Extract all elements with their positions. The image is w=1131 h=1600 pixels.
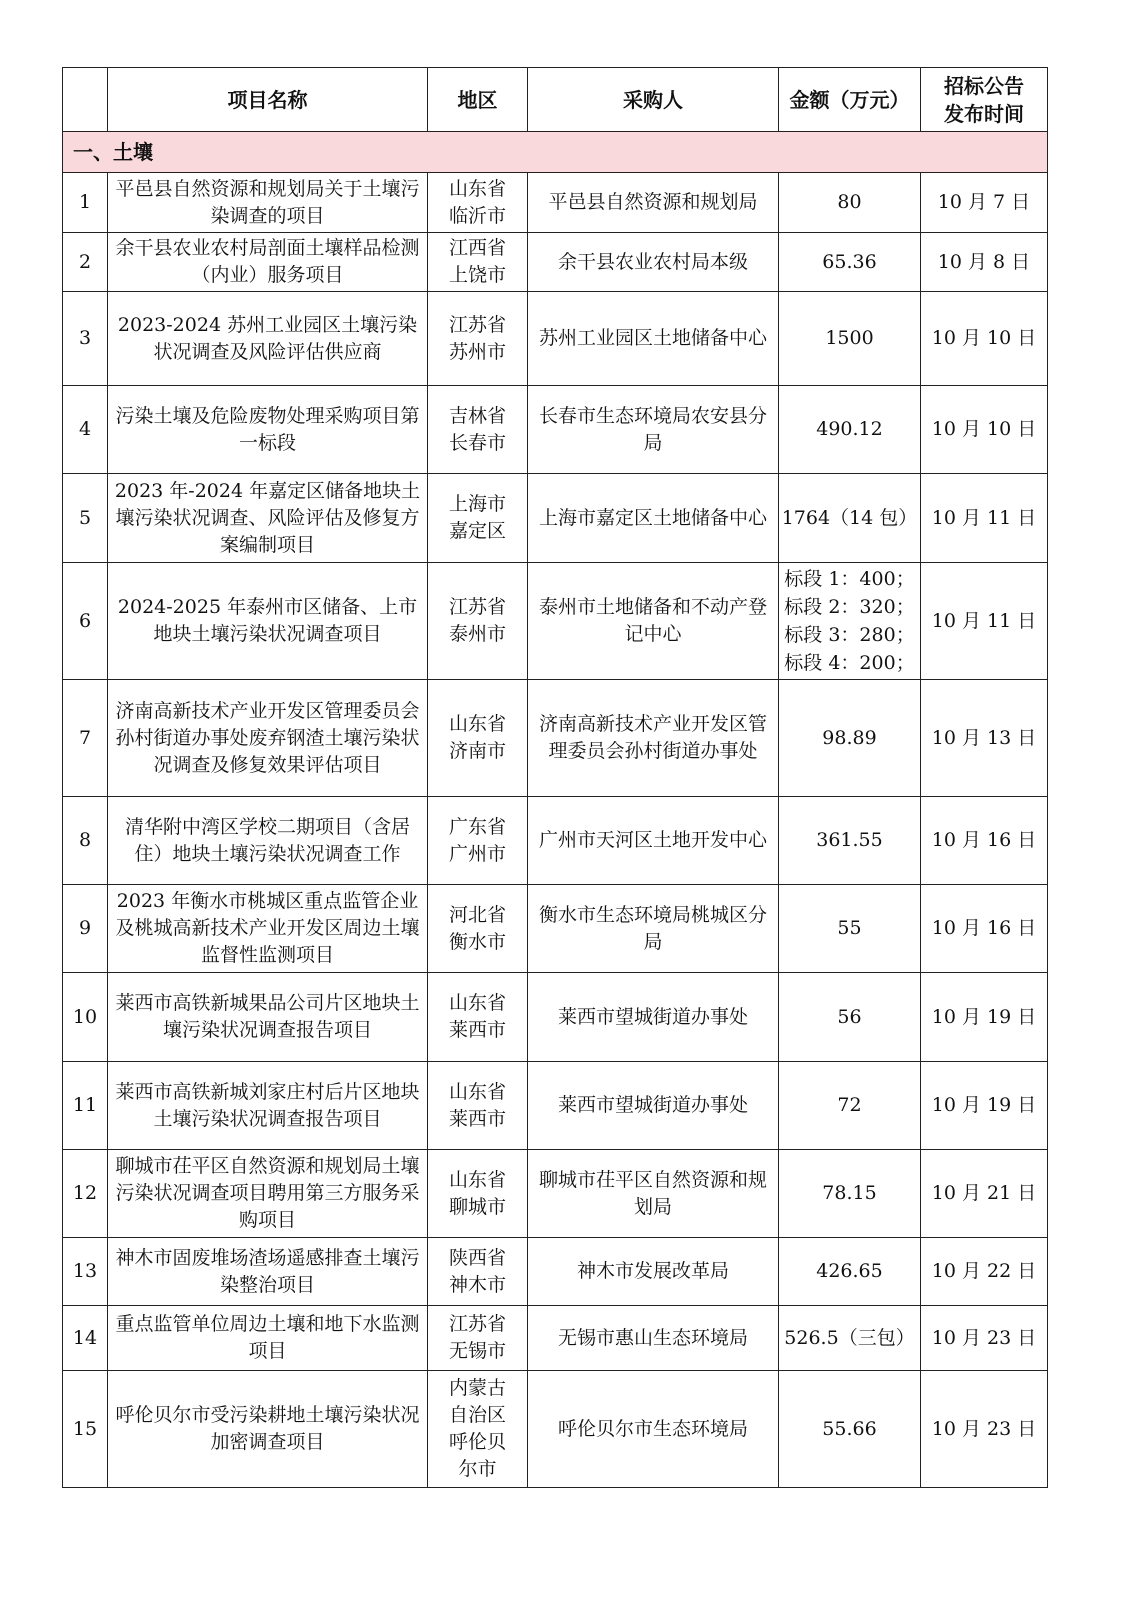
project-name: 余干县农业农村局剖面土壤样品检测（内业）服务项目 [108,233,428,292]
region: 山东省莱西市 [428,1062,528,1150]
publish-date: 10 月 19 日 [921,1062,1048,1150]
row-number: 13 [63,1238,108,1306]
publish-date: 10 月 11 日 [921,474,1048,563]
project-name: 呼伦贝尔市受污染耕地土壤污染状况加密调查项目 [108,1371,428,1488]
project-name: 神木市固废堆场渣场遥感排查土壤污染整治项目 [108,1238,428,1306]
publish-date: 10 月 22 日 [921,1238,1048,1306]
project-name: 2023-2024 苏州工业园区土壤污染状况调查及风险评估供应商 [108,292,428,386]
amount: 78.15 [779,1150,921,1238]
amount: 1500 [779,292,921,386]
buyer: 无锡市惠山生态环境局 [528,1306,779,1371]
row-number: 14 [63,1306,108,1371]
project-name: 平邑县自然资源和规划局关于土壤污染调查的项目 [108,173,428,233]
region: 江苏省无锡市 [428,1306,528,1371]
project-name: 清华附中湾区学校二期项目（含居住）地块土壤污染状况调查工作 [108,797,428,885]
amount: 标段 1：400； 标段 2：320； 标段 3：280； 标段 4：200； [779,563,921,680]
buyer: 苏州工业园区土地储备中心 [528,292,779,386]
amount: 490.12 [779,386,921,474]
table-row [63,1306,1048,1371]
project-name: 聊城市茌平区自然资源和规划局土壤污染状况调查项目聘用第三方服务采购项目 [108,1150,428,1238]
buyer: 上海市嘉定区土地储备中心 [528,474,779,563]
project-name: 莱西市高铁新城刘家庄村后片区地块土壤污染状况调查报告项目 [108,1062,428,1150]
row-number: 7 [63,680,108,797]
buyer: 聊城市茌平区自然资源和规划局 [528,1150,779,1238]
region: 山东省济南市 [428,680,528,797]
publish-date: 10 月 10 日 [921,386,1048,474]
buyer: 广州市天河区土地开发中心 [528,797,779,885]
buyer: 神木市发展改革局 [528,1238,779,1306]
publish-date: 10 月 19 日 [921,973,1048,1062]
publish-date: 10 月 7 日 [921,173,1048,233]
table-row [63,173,1048,233]
section-title: 一、土壤 [63,132,1048,173]
amount: 56 [779,973,921,1062]
publish-date: 10 月 8 日 [921,233,1048,292]
header-region: 地区 [428,68,528,132]
project-name: 2023 年衡水市桃城区重点监管企业及桃城高新技术产业开发区周边土壤监督性监测项目 [108,885,428,973]
publish-date: 10 月 23 日 [921,1371,1048,1488]
table-row [63,292,1048,386]
table-row [63,474,1048,563]
amount: 426.65 [779,1238,921,1306]
header-date: 招标公告发布时间 [921,68,1048,132]
amount: 72 [779,1062,921,1150]
publish-date: 10 月 16 日 [921,797,1048,885]
project-name: 济南高新技术产业开发区管理委员会孙村街道办事处废弃钢渣土壤污染状况调查及修复效果评估项目 [108,680,428,797]
amount: 65.36 [779,233,921,292]
row-number: 6 [63,563,108,680]
project-name: 重点监管单位周边土壤和地下水监测项目 [108,1306,428,1371]
header-row [63,68,1048,132]
publish-date: 10 月 13 日 [921,680,1048,797]
publish-date: 10 月 23 日 [921,1306,1048,1371]
buyer: 莱西市望城街道办事处 [528,1062,779,1150]
table-row [63,386,1048,474]
tender-table [62,67,1048,1488]
row-number: 4 [63,386,108,474]
publish-date: 10 月 16 日 [921,885,1048,973]
row-number: 15 [63,1371,108,1488]
table-row [63,680,1048,797]
table-row [63,1371,1048,1488]
table-row [63,973,1048,1062]
project-name: 2024-2025 年泰州市区储备、上市地块土壤污染状况调查项目 [108,563,428,680]
buyer: 济南高新技术产业开发区管理委员会孙村街道办事处 [528,680,779,797]
region: 吉林省长春市 [428,386,528,474]
publish-date: 10 月 11 日 [921,563,1048,680]
project-name: 2023 年-2024 年嘉定区储备地块土壤污染状况调查、风险评估及修复方案编制项目 [108,474,428,563]
buyer: 长春市生态环境局农安县分局 [528,386,779,474]
buyer: 平邑县自然资源和规划局 [528,173,779,233]
amount: 526.5（三包） [779,1306,921,1371]
section-row [63,132,1048,173]
buyer: 泰州市土地储备和不动产登记中心 [528,563,779,680]
table-row [63,1062,1048,1150]
project-name: 莱西市高铁新城果品公司片区地块土壤污染状况调查报告项目 [108,973,428,1062]
region: 江西省上饶市 [428,233,528,292]
publish-date: 10 月 21 日 [921,1150,1048,1238]
region: 上海市嘉定区 [428,474,528,563]
header-no [63,68,108,132]
region: 广东省广州市 [428,797,528,885]
row-number: 11 [63,1062,108,1150]
publish-date: 10 月 10 日 [921,292,1048,386]
row-number: 1 [63,173,108,233]
region: 河北省衡水市 [428,885,528,973]
buyer: 莱西市望城街道办事处 [528,973,779,1062]
amount: 98.89 [779,680,921,797]
region: 山东省临沂市 [428,173,528,233]
region: 山东省莱西市 [428,973,528,1062]
amount: 55.66 [779,1371,921,1488]
region: 陕西省神木市 [428,1238,528,1306]
header-name: 项目名称 [108,68,428,132]
buyer: 余干县农业农村局本级 [528,233,779,292]
row-number: 5 [63,474,108,563]
row-number: 2 [63,233,108,292]
region: 江苏省泰州市 [428,563,528,680]
region: 江苏省苏州市 [428,292,528,386]
table-row [63,1150,1048,1238]
amount: 55 [779,885,921,973]
header-buyer: 采购人 [528,68,779,132]
buyer: 衡水市生态环境局桃城区分局 [528,885,779,973]
amount: 1764（14 包） [779,474,921,563]
table-row [63,1238,1048,1306]
region: 内蒙古自治区呼伦贝尔市 [428,1371,528,1488]
amount: 361.55 [779,797,921,885]
buyer: 呼伦贝尔市生态环境局 [528,1371,779,1488]
project-name: 污染土壤及危险废物处理采购项目第一标段 [108,386,428,474]
header-amount: 金额（万元） [779,68,921,132]
region: 山东省聊城市 [428,1150,528,1238]
row-number: 3 [63,292,108,386]
row-number: 8 [63,797,108,885]
table-row [63,797,1048,885]
table-row [63,885,1048,973]
table-row [63,563,1048,680]
row-number: 12 [63,1150,108,1238]
row-number: 9 [63,885,108,973]
row-number: 10 [63,973,108,1062]
amount: 80 [779,173,921,233]
table-row [63,233,1048,292]
